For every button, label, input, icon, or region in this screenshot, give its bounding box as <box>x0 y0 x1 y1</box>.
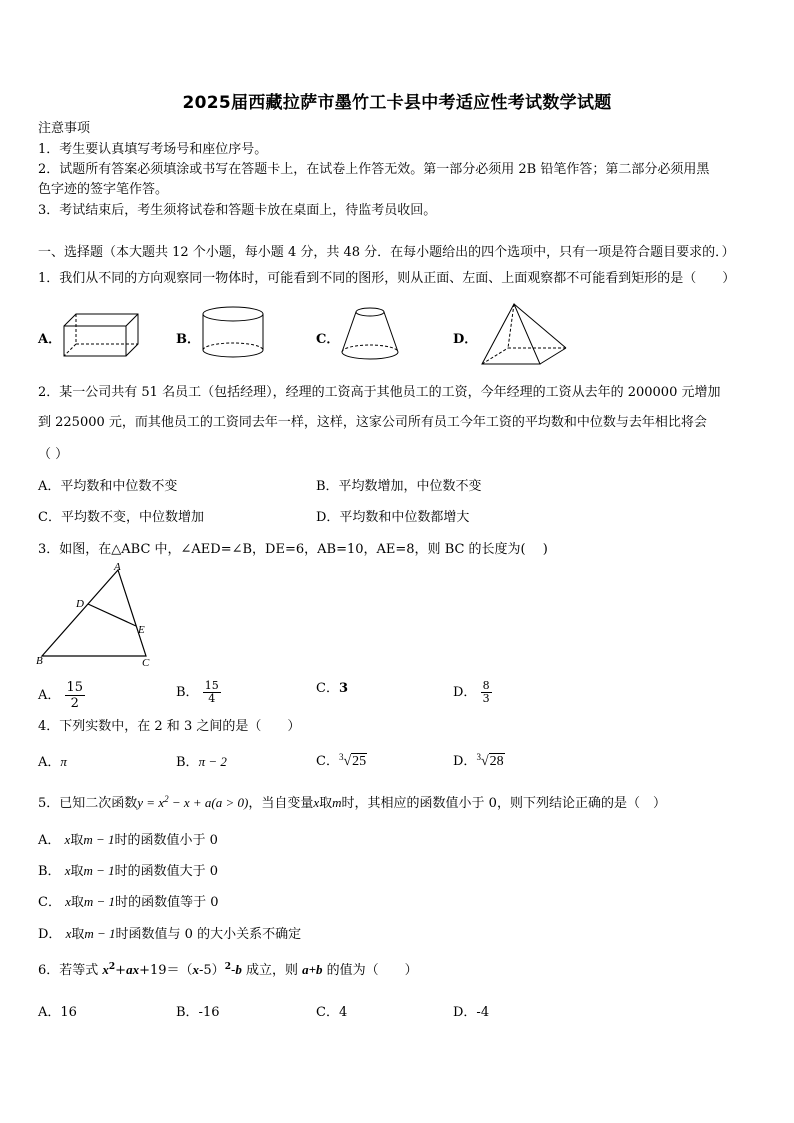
q5-option-b: B． x取m − 1时的函数值大于 0 <box>38 863 219 879</box>
q5-option-c: C． x取m − 1时的函数值等于 0 <box>38 894 219 910</box>
q3-option-d: D． $\frac{8}{3}$ <box>453 679 490 705</box>
q2-line-1: 2．某一公司共有 51 名员工（包括经理），经理的工资高于其他员工的工资，今年经理的工资从去年的 200000 元增加 <box>38 385 721 400</box>
q2-option-d: D．平均数和中位数都增大 <box>316 510 470 525</box>
pyramid-figure <box>478 300 570 370</box>
cylinder-figure <box>198 304 268 362</box>
notice-heading: 注意事项 <box>38 121 91 136</box>
q5-option-a: A． x取m − 1时的函数值小于 0 <box>38 832 218 848</box>
q3-option-c: C．3 <box>316 681 348 696</box>
point-d-label: D <box>76 598 84 610</box>
q2-line-2: 到 225000 元，而其他员工的工资同去年一样，这样，这家公司所有员工今年工资的平均数和中位数与去年相比将会 <box>38 415 707 430</box>
q5-option-d: D． x取m − 1时函数值与 0 的大小关系不确定 <box>38 926 302 942</box>
frustum-figure <box>338 304 402 364</box>
q5-stem: 5．已知二次函数$y = x^2 - x + a(a > 0)$，当自变量x取m时，其相应的函数值小于 0，则下列结论正确的是（ ） <box>38 794 666 811</box>
q1-stem: 1．我们从不同的方向观察同一物体时，可能看到不同的图形，则从正面、左面、上面观察都不可能看到矩形的是（ ） <box>38 271 736 286</box>
q4-stem: 4．下列实数中，在 2 和 3 之间的是（ ） <box>38 719 301 734</box>
q1-label-d: D． <box>453 332 478 347</box>
q4-option-c: C．$^3$√25 <box>316 752 367 769</box>
q2-option-c: C．平均数不变，中位数增加 <box>38 510 204 525</box>
section-heading: 一、选择题（本大题共 12 个小题，每小题 4 分，共 48 分．在每小题给出的四个选项中，只有一项是符合题目要求的．） <box>38 245 735 260</box>
page-title: 2025届西藏拉萨市墨竹工卡县中考适应性考试数学试题 <box>182 93 612 113</box>
q6-option-c: C．4 <box>316 1005 348 1020</box>
q2-option-b: B．平均数增加，中位数不变 <box>316 479 482 494</box>
triangle-figure <box>34 560 164 672</box>
q3-option-a: A． $\frac{15}{2}$ <box>38 680 84 711</box>
q3-option-b: B． $\frac{15}{4}$ <box>176 679 219 705</box>
q4-option-a: A．π <box>38 754 67 770</box>
q3-stem: 3．如图，在△ABC 中，∠AED=∠B，DE=6，AB=10，AE=8，则 BC 的长度为( ) <box>38 542 548 557</box>
notice-item-3: 3．考试结束后，考生须将试卷和答题卡放在桌面上，待监考员收回。 <box>38 203 437 218</box>
q1-label-c: C． <box>316 332 340 347</box>
q2-line-3: （ ） <box>38 447 69 462</box>
notice-item-1: 1．考生要认真填写考场号和座位序号。 <box>38 142 268 157</box>
notice-item-2: 2．试题所有答案必须填涂或书写在答题卡上，在试卷上作答无效。第一部分必须用 2B 铅笔作答；第二部分必须用黑 <box>38 162 710 177</box>
q4-option-b: B．π − 2 <box>176 754 227 770</box>
cuboid-figure <box>60 310 142 360</box>
q6-stem: 6．若等式 $x^2+ax+19=(x-5)^2-b$ 成立，则 a+b 的值为（ ） <box>38 962 418 978</box>
q1-label-b: B． <box>176 332 200 347</box>
q6-option-a: A．16 <box>38 1005 77 1020</box>
point-e-label: E <box>138 624 145 636</box>
q4-option-d: D．$^3$√28 <box>453 752 504 769</box>
q1-label-a: A． <box>38 332 62 347</box>
point-a-label: A <box>114 561 121 573</box>
q6-option-d: D．-4 <box>453 1005 490 1020</box>
point-c-label: C <box>142 657 150 669</box>
q2-option-a: A．平均数和中位数不变 <box>38 479 178 494</box>
notice-item-2-cont: 色字迹的签字笔作答。 <box>38 182 169 197</box>
point-b-label: B <box>36 655 43 667</box>
q6-option-b: B．-16 <box>176 1005 220 1020</box>
